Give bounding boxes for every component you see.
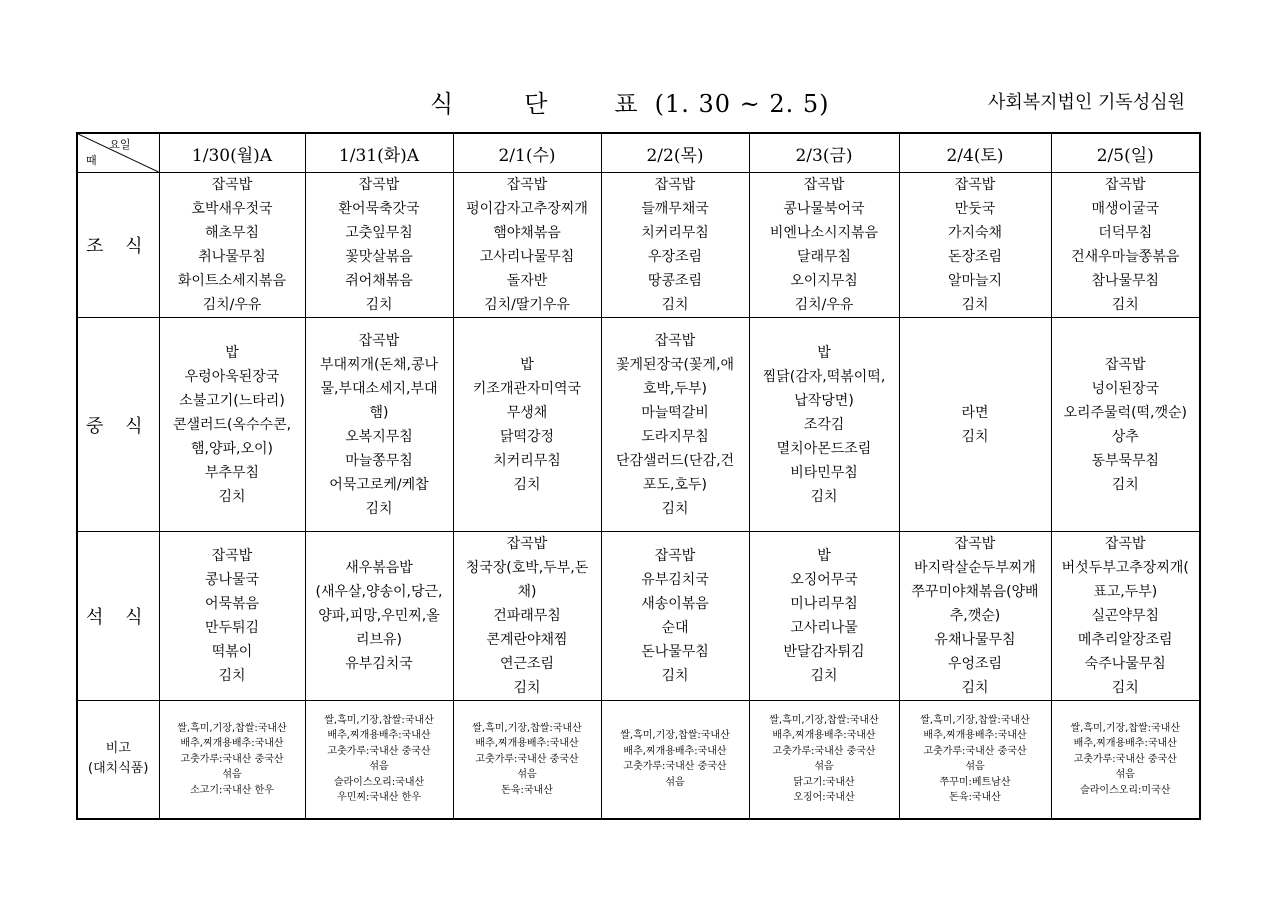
menu-cell: [601, 318, 749, 532]
menu-item: 잡곡밥: [654, 177, 696, 193]
meal-plan-table: [76, 132, 1201, 820]
menu-item: 고춧잎무침: [345, 225, 413, 241]
menu-item: 펑이감자고추장찌개: [466, 201, 588, 217]
corner-label-day: 요일: [109, 138, 131, 151]
origin-note-line: 배추,찌개용배추:국내산: [1073, 738, 1177, 749]
menu-item: 부추무침: [204, 464, 260, 481]
menu-item: 꽃게된장국(꽃게,애: [615, 356, 735, 373]
menu-item: 단감샐러드(단감,건: [615, 452, 735, 469]
menu-item: 치커리무침: [641, 225, 709, 241]
day-header: 2/3(금): [749, 133, 899, 173]
origin-note-line: 슬라이스오리:미국산: [1080, 784, 1171, 796]
menu-item: 잡곡밥: [803, 177, 845, 193]
menu-item: 달래무침: [796, 249, 852, 265]
menu-item: 콩나물국: [204, 572, 260, 588]
menu-item: 잡곡밥: [1104, 356, 1146, 373]
menu-item: 호박,두부): [642, 380, 707, 397]
breakfast-row: [77, 173, 1200, 318]
menu-item: 돈나물무침: [641, 644, 709, 660]
origin-note-cell: [1051, 701, 1200, 819]
menu-item: 잡곡밥: [654, 332, 696, 349]
menu-item: 순대: [661, 620, 689, 636]
origin-note-line: 쌀,흑미,기장,찹쌀:국내산: [324, 714, 434, 726]
menu-item: 새송이볶음: [641, 596, 709, 612]
origin-note-cell: [601, 701, 749, 819]
menu-item: 잡곡밥: [506, 177, 548, 193]
notes-label-line: (대치식품): [88, 761, 149, 777]
menu-item: 환어묵축갓국: [338, 201, 420, 217]
menu-item: 상추: [1111, 428, 1139, 445]
notes-row: [77, 701, 1200, 819]
menu-item: 리브유): [355, 632, 403, 648]
organization-name: 사회복지법인 기독성심원: [988, 92, 1185, 113]
menu-item: 돈장조림: [947, 249, 1003, 265]
menu-item: 잡곡밥: [654, 548, 696, 564]
menu-item: 김치: [810, 488, 838, 505]
menu-item: 김치: [810, 668, 838, 684]
menu-item: 미나리무침: [790, 596, 858, 612]
origin-note-line: 섞음: [222, 769, 242, 780]
origin-note-line: 돈육:국내산: [949, 792, 1001, 804]
menu-item: 김치: [661, 668, 689, 684]
origin-note-cell: [899, 701, 1051, 819]
menu-item: 잡곡밥: [954, 536, 996, 552]
menu-cell: [749, 173, 899, 318]
menu-item: 추,깻순): [949, 608, 1001, 624]
menu-item: 바지락살순두부찌개: [914, 560, 1036, 576]
origin-note-line: 섞음: [517, 769, 537, 780]
menu-item: 비엔나소시지볶음: [769, 225, 879, 241]
menu-item: 밥: [225, 344, 239, 361]
menu-item: 잡곡밥: [1104, 177, 1146, 193]
corner-label-meal: 때: [86, 154, 97, 167]
menu-item: 잡곡밥: [211, 177, 253, 193]
origin-note-line: 고춧가루:국내산 중국산: [1073, 753, 1177, 765]
menu-cell: [453, 532, 601, 701]
menu-item: 밥: [817, 344, 831, 361]
menu-item: 콘계란야채찜: [486, 632, 568, 648]
origin-note-line: 쭈꾸미:베트남산: [939, 776, 1011, 788]
notes-label: [77, 701, 159, 819]
title-char-3: 표: [614, 90, 639, 118]
origin-note-cell: [453, 701, 601, 819]
title-char-1: 식: [430, 90, 455, 118]
origin-note-line: 섞음: [665, 776, 685, 788]
menu-cell: [899, 318, 1051, 532]
notes-label-line: 비고: [105, 741, 131, 757]
menu-item: 만둣국: [954, 201, 996, 217]
origin-note-line: 닭고기:국내산: [793, 776, 855, 788]
menu-item: 유부김치국: [641, 572, 709, 588]
menu-cell: [453, 318, 601, 532]
origin-note-line: 고춧가루:국내산 중국산: [623, 761, 727, 773]
origin-note-line: 오징어:국내산: [793, 792, 855, 804]
menu-item: 쭈꾸미야채볶음(양배: [911, 584, 1039, 600]
menu-item: 새우볶음밥: [345, 560, 413, 576]
menu-item: 오복지무침: [345, 428, 413, 445]
menu-item: 김치: [365, 297, 393, 313]
origin-note-line: 쌀,흑미,기장,찹쌀:국내산: [620, 730, 730, 742]
menu-item: 무생채: [506, 404, 548, 421]
title-date-range: (1. 30 ~ 2. 5): [654, 90, 830, 118]
menu-cell: [305, 532, 453, 701]
menu-cell: [305, 173, 453, 318]
menu-item: 어묵고로케/케찹: [329, 476, 429, 493]
menu-item: 김치: [661, 500, 689, 517]
menu-item: 찜닭(감자,떡볶이떡,: [762, 368, 886, 385]
menu-item: 김치: [661, 297, 689, 313]
menu-item: 라면: [961, 404, 989, 421]
origin-note-line: 쌀,흑미,기장,찹쌀:국내산: [472, 722, 582, 734]
menu-cell: [749, 318, 899, 532]
origin-note-line: 배추,찌개용배추:국내산: [923, 730, 1027, 742]
origin-note-line: 고춧가루:국내산 중국산: [475, 753, 579, 765]
menu-cell: [1051, 173, 1200, 318]
menu-item: 오징어무국: [790, 572, 858, 588]
menu-item: 납작당면): [794, 392, 854, 409]
menu-cell: [899, 173, 1051, 318]
menu-item: 유부김치국: [345, 656, 413, 672]
menu-item: 동부묵무침: [1091, 452, 1160, 469]
origin-note-line: 쌀,흑미,기장,찹쌀:국내산: [177, 722, 287, 734]
menu-item: 들깨무채국: [641, 201, 709, 217]
menu-item: 해초무침: [204, 225, 260, 241]
menu-cell: [453, 173, 601, 318]
day-header: 2/1(수): [453, 133, 601, 173]
menu-item: 더덕무침: [1098, 225, 1153, 241]
menu-item: 청국장(호박,두부,돈: [465, 560, 589, 576]
menu-item: 건파래무침: [493, 608, 561, 624]
origin-note-line: 배추,찌개용배추:국내산: [327, 730, 431, 742]
menu-item: 메추리알장조림: [1077, 632, 1173, 648]
menu-item: 김치: [961, 428, 989, 445]
menu-item: 유채나물무침: [934, 632, 1016, 648]
origin-note-line: 섞음: [1115, 769, 1135, 780]
origin-note-line: 쌀,흑미,기장,찹쌀:국내산: [769, 714, 879, 726]
menu-item: 우장조림: [647, 249, 703, 265]
menu-item: 도라지무침: [641, 428, 709, 445]
menu-item: 김치: [365, 500, 393, 517]
menu-item: (새우살,양송이,당근,: [315, 584, 443, 600]
menu-cell: [749, 532, 899, 701]
menu-item: 잡곡밥: [358, 332, 400, 349]
origin-note-line: 섞음: [965, 761, 985, 773]
origin-note-line: 배추,찌개용배추:국내산: [180, 738, 284, 749]
meal-label: 석 식: [77, 532, 159, 701]
origin-note-cell: [749, 701, 899, 819]
menu-item: 버섯두부고추장찌개(: [1061, 560, 1189, 576]
menu-item: 우렁아욱된장국: [184, 368, 280, 385]
menu-item: 김치: [961, 297, 989, 313]
page-title: [430, 84, 830, 119]
menu-item: 양파,피망,우민찌,올: [318, 608, 440, 624]
meal-rows: [77, 173, 1200, 819]
menu-item: 우엉조림: [947, 656, 1003, 672]
menu-item: 호박새우젓국: [191, 201, 273, 217]
menu-item: 밥: [817, 548, 831, 564]
origin-note-line: 고춧가루:국내산 중국산: [772, 745, 876, 757]
day-header: 2/4(토): [899, 133, 1051, 173]
menu-item: 콩나물북어국: [783, 201, 865, 217]
menu-item: 잡곡밥: [506, 536, 548, 552]
menu-item: 마늘쫑무침: [345, 452, 413, 469]
menu-item: 실곤약무침: [1091, 608, 1160, 624]
day-header: 2/2(목): [601, 133, 749, 173]
origin-note-line: 배추,찌개용배추:국내산: [772, 730, 876, 742]
menu-item: 오리주물럭(떡,깻순): [1063, 404, 1188, 421]
menu-item: 꽃맛살볶음: [345, 249, 413, 265]
menu-item: 김치: [513, 680, 541, 696]
menu-cell: [305, 318, 453, 532]
menu-item: 알마늘지: [947, 273, 1003, 289]
menu-item: 건새우마늘쫑볶음: [1071, 249, 1180, 265]
menu-item: 햄,양파,오이): [191, 440, 273, 457]
menu-item: 김치: [961, 680, 989, 696]
menu-item: 마늘떡갈비: [641, 404, 709, 421]
menu-item: 김치/우유: [202, 297, 262, 313]
day-header: 2/5(일): [1051, 133, 1200, 173]
menu-item: 김치: [1111, 297, 1139, 313]
menu-cell: [159, 318, 305, 532]
origin-note-line: 우민찌:국내산 한우: [337, 792, 421, 804]
menu-cell: [159, 532, 305, 701]
menu-item: 콘샐러드(옥수수콘,: [172, 416, 292, 433]
menu-cell: [601, 173, 749, 318]
menu-item: 포도,호두): [642, 476, 707, 493]
menu-item: 떡볶이: [211, 644, 253, 660]
menu-item: 참나물무침: [1091, 273, 1160, 289]
menu-item: 김치: [1111, 680, 1139, 696]
menu-item: 연근조림: [499, 656, 555, 672]
origin-note-line: 슬라이스오리:국내산: [333, 776, 425, 788]
menu-item: 김치: [1111, 476, 1139, 493]
menu-item: 화이트소세지볶음: [177, 273, 287, 289]
menu-item: 김치/우유: [794, 297, 854, 313]
menu-item: 멸치아몬드조림: [776, 440, 872, 457]
menu-item: 닭떡강정: [499, 428, 555, 445]
origin-note-line: 배추,찌개용배추:국내산: [475, 738, 579, 749]
day-header: 1/30(월)A: [159, 133, 305, 173]
origin-note-line: 돈육:국내산: [501, 784, 553, 796]
origin-note-line: 소고기:국내산 한우: [190, 784, 274, 796]
origin-note-line: 배추,찌개용배추:국내산: [623, 745, 727, 757]
menu-item: 잡곡밥: [358, 177, 400, 193]
dinner-row: [77, 532, 1200, 701]
menu-item: 쥐어채볶음: [345, 273, 413, 289]
menu-cell: [601, 532, 749, 701]
meal-label: 중 식: [77, 318, 159, 532]
menu-item: 잡곡밥: [1104, 536, 1146, 552]
meal-label: 조 식: [77, 173, 159, 318]
menu-item: 넝이된장국: [1091, 380, 1160, 397]
menu-cell: [1051, 318, 1200, 532]
menu-item: 잡곡밥: [954, 177, 996, 193]
menu-item: 채): [517, 584, 537, 600]
origin-note-line: 고춧가루:국내산 중국산: [327, 745, 431, 757]
lunch-row: [77, 318, 1200, 532]
menu-item: 돌자반: [506, 273, 548, 289]
menu-item: 키조개관자미역국: [472, 380, 582, 397]
menu-item: 표고,두부): [1093, 584, 1158, 600]
menu-cell: [159, 173, 305, 318]
origin-note-line: 섞음: [814, 761, 834, 773]
menu-item: 소불고기(느타리): [179, 392, 285, 409]
menu-item: 매생이굴국: [1091, 201, 1160, 217]
menu-item: 반달감자튀김: [783, 644, 865, 660]
day-header: 1/31(화)A: [305, 133, 453, 173]
menu-item: 밥: [520, 356, 534, 373]
title-char-2: 단: [524, 90, 549, 118]
origin-note-line: 쌀,흑미,기장,찹쌀:국내산: [1070, 722, 1180, 734]
menu-item: 고사리나물무침: [479, 249, 575, 265]
menu-item: 햄야채볶음: [493, 225, 561, 241]
menu-item: 부대찌개(돈채,콩나: [319, 356, 439, 373]
menu-item: 땅콩조림: [647, 273, 703, 289]
menu-item: 김치: [513, 476, 541, 493]
menu-item: 숙주나물무침: [1084, 656, 1166, 672]
origin-note-line: 고춧가루:국내산 중국산: [923, 745, 1027, 757]
origin-note-line: 고춧가루:국내산 중국산: [180, 753, 284, 765]
menu-cell: [1051, 532, 1200, 701]
menu-item: 김치: [218, 488, 246, 505]
menu-item: 치커리무침: [493, 452, 561, 469]
origin-note-line: 쌀,흑미,기장,찹쌀:국내산: [920, 714, 1030, 726]
corner-cell: [77, 133, 159, 173]
origin-note-line: 섞음: [369, 761, 389, 773]
menu-item: 잡곡밥: [211, 548, 253, 564]
menu-item: 조각김: [803, 416, 845, 433]
menu-item: 햄): [369, 404, 389, 421]
header-row: [77, 133, 1200, 173]
menu-item: 김치/딸기우유: [484, 297, 570, 313]
origin-note-cell: [305, 701, 453, 819]
menu-item: 물,부대소세지,부대: [320, 380, 438, 397]
menu-item: 만두튀김: [204, 620, 260, 636]
menu-item: 고사리나물: [790, 620, 858, 636]
menu-item: 어묵볶음: [204, 596, 260, 612]
menu-cell: [899, 532, 1051, 701]
menu-item: 김치: [218, 668, 246, 684]
menu-item: 비타민무침: [790, 464, 858, 481]
origin-note-cell: [159, 701, 305, 819]
menu-item: 오이지무침: [790, 273, 858, 289]
menu-item: 가지숙채: [947, 225, 1003, 241]
menu-item: 취나물무침: [198, 249, 266, 265]
